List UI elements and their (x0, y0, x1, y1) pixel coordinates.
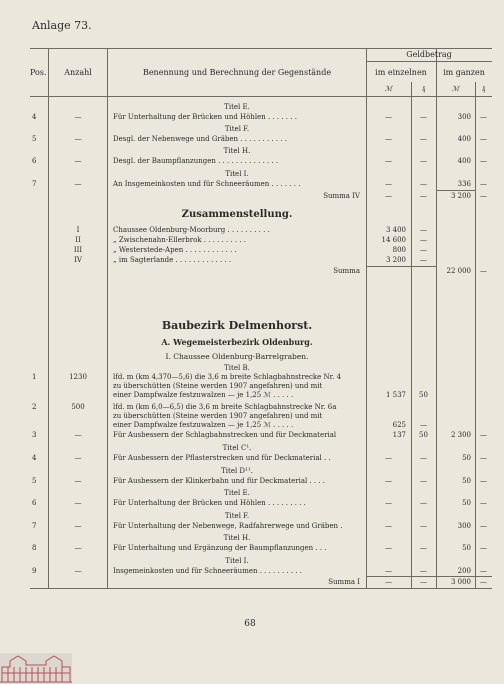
title-row: Titel F. (224, 125, 250, 133)
district-heading: Baubezirk Delmenhorst. (161, 319, 313, 332)
summary-mark: 3 400 (385, 226, 406, 234)
count-cell: — (74, 499, 82, 507)
summa-iv-label: Summa IV (323, 192, 360, 200)
count-cell: 500 (71, 403, 85, 411)
count-cell: — (74, 544, 82, 552)
total-mark-cell: 336 (457, 180, 471, 188)
summary-text: „ im Sagterlande . . . . . . . . . . . . . (113, 256, 232, 264)
desc-line: einer Dampfwalze festzuwalzen — je 1,25 ℳ . . . . . (113, 391, 294, 399)
pos-cell: 9 (32, 567, 37, 575)
title-row: Titel I. (225, 170, 249, 178)
single-pf-cell: — (420, 113, 427, 121)
col-single-pf: ₰ (421, 85, 426, 93)
count-cell: — (74, 431, 82, 439)
summa-iv-single-pf: — (420, 192, 427, 200)
single-pf-cell: — (420, 135, 427, 143)
desc-line: Für Ausbessern der Pflasterstrecken und für Deckmaterial . . (113, 454, 331, 462)
pos-cell: 5 (32, 477, 37, 485)
total-mark-cell: 50 (462, 454, 471, 462)
desc-line: Für Ausbessern der Schlagbahnstrecken und für Deckmaterial (113, 431, 337, 439)
single-mark-cell: 137 (392, 431, 406, 439)
pos-cell: 8 (32, 544, 37, 552)
desc-line: zu überschütten (Steine werden 1907 angefahren) und mit (113, 412, 323, 420)
single-mark-cell: — (385, 180, 392, 188)
pos-cell: 5 (32, 135, 37, 143)
col-line-2 (107, 48, 108, 588)
pos-cell: 7 (32, 522, 37, 530)
summary-mark: 14 600 (381, 236, 406, 244)
col-single-mark: ℳ (384, 85, 393, 93)
summary-pf: — (420, 256, 427, 264)
desc-line: Insgemeinkosten und für Schneeräumen . . . . . . . . . . (113, 567, 302, 575)
total-mark-cell: 400 (457, 157, 471, 165)
single-mark-cell: — (385, 567, 392, 575)
desc-cell: An Insgemeinkosten und für Schneeräumen . . . . . . . (113, 180, 301, 188)
summary-roman: IV (74, 256, 82, 264)
money-subrule (366, 61, 492, 62)
single-pf-cell: — (420, 544, 427, 552)
single-mark-cell: 625 (392, 421, 406, 429)
pos-cell: 6 (32, 157, 37, 165)
summa-i-single-mark: — (385, 578, 392, 586)
pos-cell: 2 (32, 403, 37, 411)
col-pos: Pos. (30, 68, 47, 77)
col-count: Anzahl (64, 68, 92, 77)
summary-mark: 800 (392, 246, 406, 254)
title-row: Titel H. (223, 534, 251, 542)
total-mark-cell: 200 (457, 567, 471, 575)
count-cell: — (74, 157, 82, 165)
summary-roman: II (75, 236, 81, 244)
col-total-mark: ℳ (451, 85, 460, 93)
count-cell: — (74, 113, 82, 121)
single-mark-cell: — (385, 135, 392, 143)
summary-pf: — (420, 226, 427, 234)
pos-cell: 6 (32, 499, 37, 507)
pos-cell: 7 (32, 180, 37, 188)
total-pf-cell: — (480, 135, 487, 143)
summa-iv-total-mark: 3 200 (450, 192, 471, 200)
count-cell: — (74, 522, 82, 530)
desc-line: Für Unterhaltung der Nebenwege, Radfahrerwege und Gräben . (113, 522, 343, 530)
summa-i-total-pf: — (480, 578, 487, 586)
count-cell: — (74, 477, 82, 485)
total-pf-cell: — (480, 544, 487, 552)
page-number: 68 (244, 619, 256, 629)
summa-i-single-pf: — (420, 578, 427, 586)
summary-text: „ Zwischenahn-Ellerbrok . . . . . . . . . . (113, 236, 247, 244)
summary-pf: — (420, 246, 427, 254)
desc-cell: Desgl. der Baumpflanzungen . . . . . . . . . . . . . . (113, 157, 279, 165)
summary-text: „ Westerstede-Apen . . . . . . . . . . . . (113, 246, 237, 254)
summary-mark: 3 200 (385, 256, 406, 264)
summary-total-mark: 22 000 (446, 267, 471, 275)
desc-cell: Für Unterhaltung der Brücken und Höhlen . . . . . . . (113, 113, 297, 121)
col-desc: Benennung und Berechnung der Gegenstände (142, 68, 332, 77)
single-mark-cell: 1 537 (385, 391, 406, 399)
desc-line: lfd. m (km 6,0—6,5) die 3,6 m breite Schlagbahnstrecke Nr. 6a (113, 403, 337, 411)
single-pf-cell: 50 (419, 391, 428, 399)
total-pf-cell: — (480, 522, 487, 530)
table-bottom-rule (30, 588, 492, 589)
annex-label: Anlage 73. (32, 19, 92, 32)
count-cell: — (74, 567, 82, 575)
title-row: Titel B. (224, 364, 250, 372)
summary-roman: I (76, 226, 80, 234)
summa-iv-single-mark: — (385, 192, 392, 200)
desc-line: Für Unterhaltung der Brücken und Höhlen . . . . . . . . . (113, 499, 306, 507)
total-mark-cell: 400 (457, 135, 471, 143)
total-pf-cell: — (480, 499, 487, 507)
single-pf-cell: — (420, 180, 427, 188)
col-total: im ganzen (443, 68, 485, 77)
single-pf-cell: — (420, 477, 427, 485)
single-pf-cell: 50 (419, 431, 428, 439)
library-building-icon (0, 653, 72, 684)
total-mark-cell: 300 (457, 113, 471, 121)
summary-rule (366, 266, 436, 267)
summa-iv-total-pf: — (480, 192, 487, 200)
total-pf-cell: — (480, 431, 487, 439)
single-mark-cell: — (385, 113, 392, 121)
title-row: Titel E. (224, 489, 250, 497)
desc-line: einer Dampfwalze festzuwalzen — je 1,25 ℳ . . . . . (113, 421, 294, 429)
summary-pf: — (420, 236, 427, 244)
single-mark-cell: — (385, 454, 392, 462)
title-row: Titel E. (224, 103, 250, 111)
total-mark-cell: 50 (462, 544, 471, 552)
pos-cell: 4 (32, 454, 37, 462)
summa-i-total-mark: 3 000 (450, 578, 471, 586)
count-cell: — (74, 454, 82, 462)
single-pf-cell: — (420, 454, 427, 462)
title-row: Titel H. (223, 147, 251, 155)
road-heading: I. Chaussee Oldenburg-Barrelgraben. (165, 352, 309, 361)
col-total-pf: ₰ (481, 85, 486, 93)
single-pf-cell: — (420, 421, 427, 429)
summary-roman: III (73, 246, 83, 254)
total-mark-cell: 2 300 (450, 431, 471, 439)
header-bottom-rule (30, 96, 492, 97)
subdistrict-heading: A. Wegemeisterbezirk Oldenburg. (161, 337, 313, 347)
single-pf-cell: — (420, 157, 427, 165)
total-pf-cell: — (480, 113, 487, 121)
col-line-3 (366, 48, 367, 588)
count-cell: — (74, 135, 82, 143)
title-row: Titel D¹¹. (221, 467, 253, 475)
summary-text: Chaussee Oldenburg-Moorburg . . . . . . . . . . (113, 226, 270, 234)
single-mark-cell: — (385, 522, 392, 530)
total-pf-cell: — (480, 477, 487, 485)
single-pf-cell: — (420, 499, 427, 507)
single-mark-cell: — (385, 157, 392, 165)
summa-i-label: Summa I (328, 578, 360, 586)
desc-line: Für Unterhaltung und Ergänzung der Baumpflanzungen . . . (113, 544, 327, 552)
total-pf-cell: — (480, 454, 487, 462)
total-pf-cell: — (480, 157, 487, 165)
pos-cell: 4 (32, 113, 37, 121)
count-cell: 1230 (69, 373, 87, 381)
total-pf-cell: — (480, 567, 487, 575)
total-mark-cell: 300 (457, 522, 471, 530)
summary-total-pf: — (480, 267, 487, 275)
col-line-1 (48, 48, 49, 588)
pos-cell: 1 (32, 373, 37, 381)
title-row: Titel F. (224, 512, 250, 520)
col-money: Geldbetrag (406, 50, 452, 59)
table-top-rule (30, 48, 492, 49)
total-pf-cell: — (480, 180, 487, 188)
single-mark-cell: — (385, 477, 392, 485)
summary-summa-label: Summa (333, 267, 360, 275)
desc-line: Für Ausbessern der Klinkerbahn und für Deckmaterial . . . . (113, 477, 326, 485)
col-single: im einzelnen (375, 68, 427, 77)
subtotal-rule (436, 190, 475, 191)
single-mark-cell: — (385, 499, 392, 507)
title-row: Titel I. (225, 557, 249, 565)
total-mark-cell: 50 (462, 477, 471, 485)
subtotal-rule (366, 576, 492, 577)
pos-cell: 3 (32, 431, 37, 439)
single-mark-cell: — (385, 544, 392, 552)
desc-cell: Desgl. der Nebenwege und Gräben . . . . . . . . . . . (113, 135, 288, 143)
desc-line: lfd. m (km 4,370—5,6) die 3,6 m breite Schlagbahnstrecke Nr. 4 (113, 373, 342, 381)
single-pf-cell: — (420, 567, 427, 575)
desc-line: zu überschütten (Steine werden 1907 angefahren) und mit (113, 382, 323, 390)
single-pf-cell: — (420, 522, 427, 530)
total-mark-cell: 50 (462, 499, 471, 507)
summary-heading: Zusammenstellung. (181, 209, 293, 220)
col-line-5 (436, 48, 437, 588)
count-cell: — (74, 180, 82, 188)
title-row: Titel C¹. (222, 444, 252, 452)
